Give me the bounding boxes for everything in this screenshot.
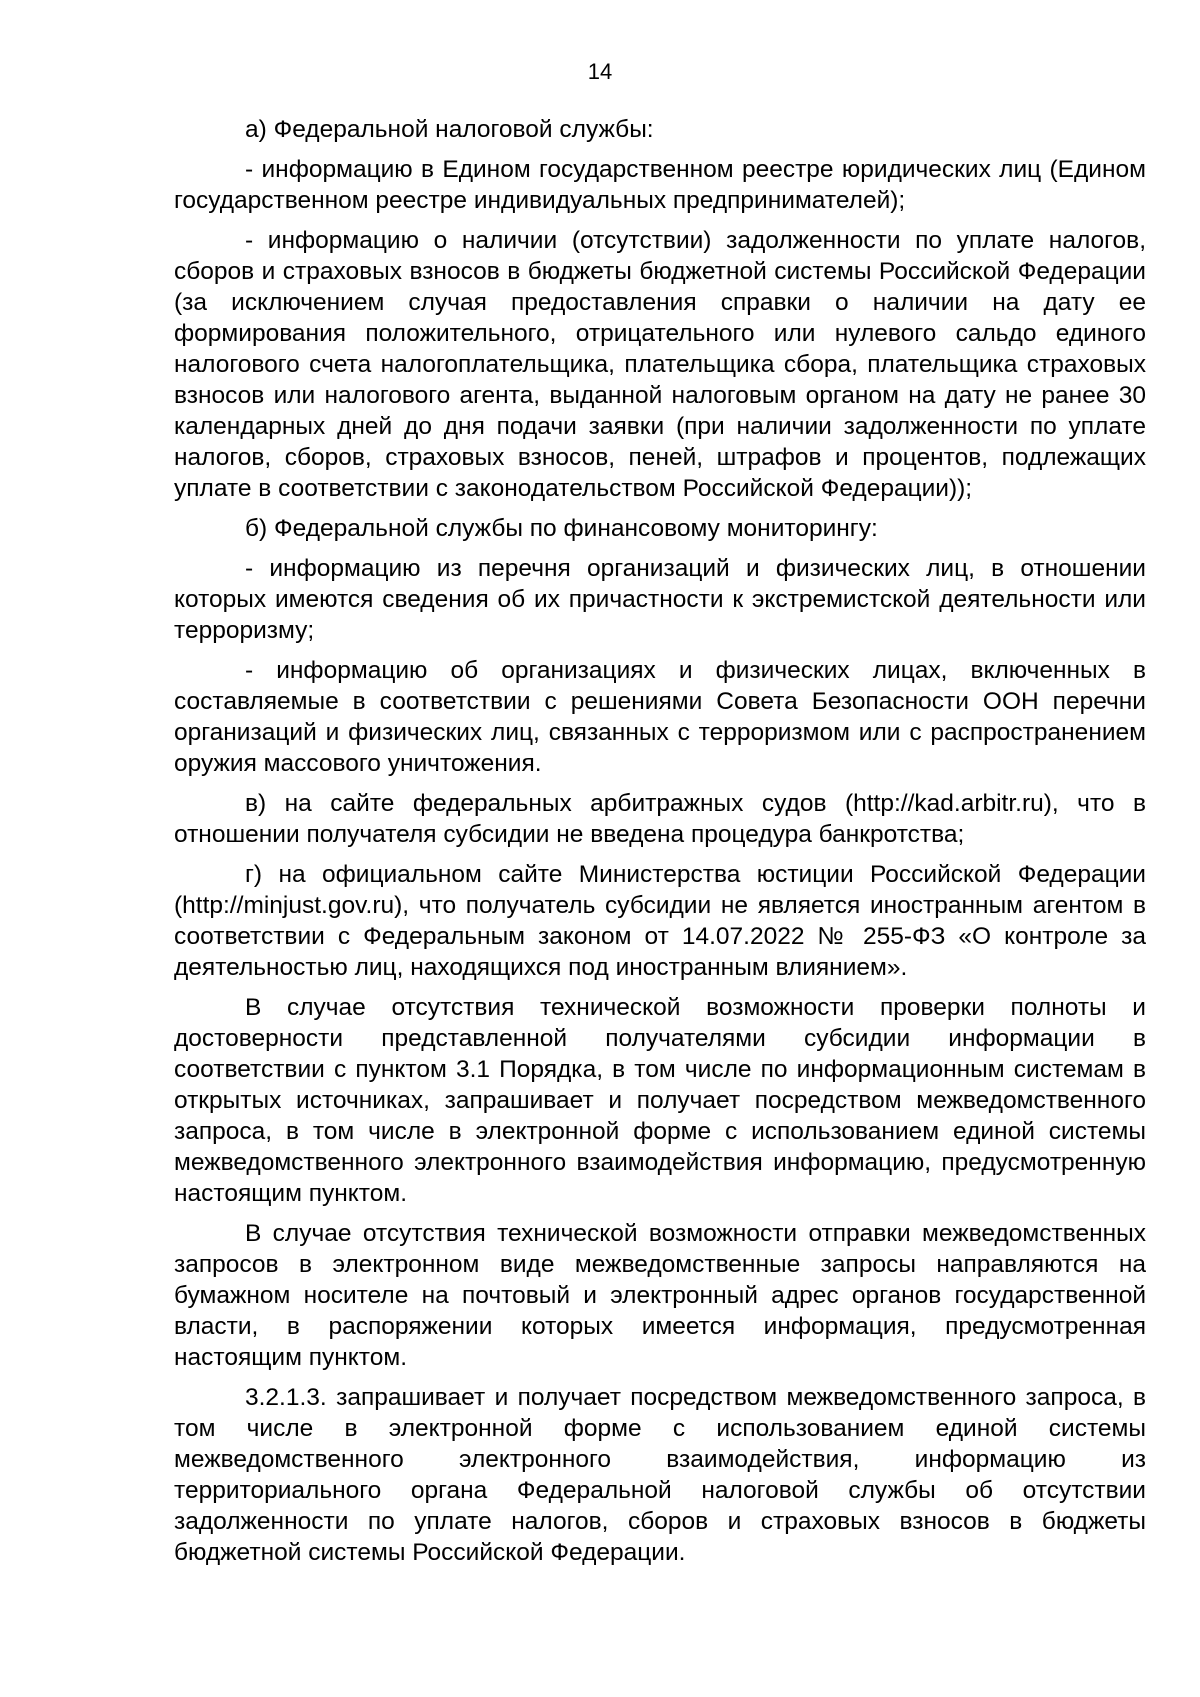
paragraph-fns-heading: а) Федеральной налоговой службы: <box>245 116 654 143</box>
page-number: 14 <box>587 59 613 84</box>
paragraph-tax-debt-info: - информацию о наличии (отсутствии) задолженности по уплате налогов, сборов и страховых взносов в бюджеты бюджетной системы Российской Федерации (за исключением случая предоставления справки о наличии на дату ее формирования положительного, отрицательного или нулевого сальдо единого налогового счета налогоплательщика, плательщика сбора, плательщика страховых взносов или налогового агента, выданной налоговым органом на дату не ранее 30 календарных дней до дня подачи заявки (при наличии задолженности по уплате налогов, сборов, страховых взносов, пеней, штрафов и процентов, подлежащих уплате в соответствии с законодательством Российской Федерации)); <box>174 227 1146 502</box>
paragraph-un-lists-info: - информацию об организациях и физических лицах, включенных в составляемые в соответствии с решениями Совета Безопасности ООН перечни организаций и физических лиц, связанных с терроризмом или с распространением оружия массового уничтожения. <box>174 657 1146 777</box>
paragraph-clause-3-2-1-3: 3.2.1.3. запрашивает и получает посредством межведомственного запроса, в том числе в электронной форме с использованием единой системы межведомственного электронного взаимодействия, информацию из территориального органа Федеральной налоговой службы об отсутствии задолженности по уплате налогов, сборов и страховых взносов в бюджеты бюджетной системы Российской Федерации. <box>174 1384 1146 1566</box>
paragraph-arbitration-courts: в) на сайте федеральных арбитражных судов (http://kad.arbitr.ru), что в отношении получателя субсидии не введена процедура банкротства; <box>174 790 1146 848</box>
paragraph-rosfinmonitoring-heading: б) Федеральной службы по финансовому мониторингу: <box>245 515 878 542</box>
paragraph-paper-requests: В случае отсутствия технической возможности отправки межведомственных запросов в электронном виде межведомственные запросы направляются на бумажном носителе на почтовый и электронный адрес органов государственной власти, в распоряжении которых имеется информация, предусмотренная настоящим пунктом. <box>174 1220 1146 1371</box>
paragraph-extremism-list-info: - информацию из перечня организаций и физических лиц, в отношении которых имеются сведения об их причастности к экстремистской деятельности или терроризму; <box>174 555 1146 644</box>
paragraph-ministry-of-justice: г) на официальном сайте Министерства юстиции Российской Федерации (http://minjust.gov.ru), что получатель субсидии не является иностранным агентом в соответствии с Федеральным законом от 14.07.2022 № 255-ФЗ «О контроле за деятельностью лиц, находящихся под иностранным влиянием». <box>174 861 1146 981</box>
paragraph-egrul-info: - информацию в Едином государственном реестре юридических лиц (Едином государственном реестре индивидуальных предпринимателей); <box>174 156 1146 214</box>
document-body <box>174 114 1146 1577</box>
paragraph-no-technical-verification: В случае отсутствия технической возможности проверки полноты и достоверности представленной получателями субсидии информации в соответствии с пунктом 3.1 Порядка, в том числе по информационным системам в открытых источниках, запрашивает и получает посредством межведомственного запроса, в том числе в электронной форме с использованием единой системы межведомственного электронного взаимодействия информацию, предусмотренную настоящим пунктом. <box>174 994 1146 1207</box>
